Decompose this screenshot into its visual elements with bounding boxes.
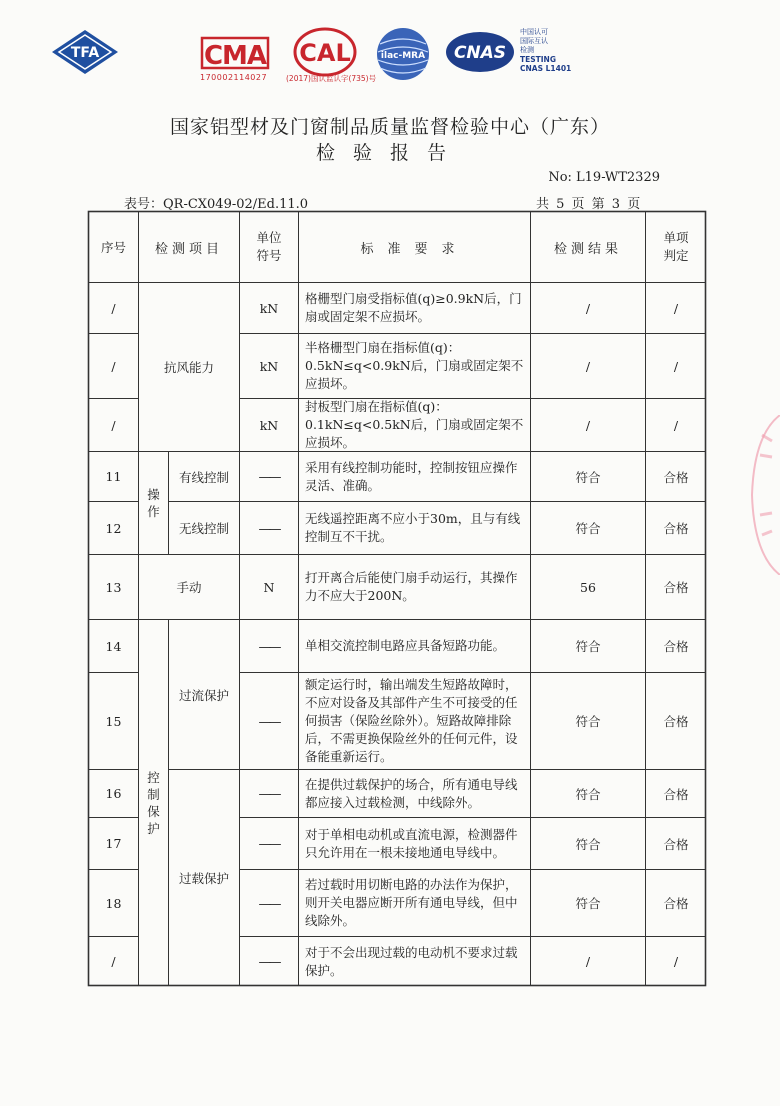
row-11-result: 符合: [575, 896, 601, 911]
row-4-no: 11: [105, 469, 122, 484]
row-6-verdict: 合格: [663, 580, 689, 595]
header-verdict: 单项判定: [663, 230, 689, 263]
row-9-no: 16: [105, 786, 122, 801]
row-7-verdict: 合格: [663, 639, 689, 654]
row-1-result: /: [585, 300, 591, 316]
row-7-unit: ——: [258, 638, 280, 654]
row-8-unit: ——: [258, 713, 280, 729]
row-9-result: 符合: [575, 786, 601, 802]
row-5-unit: ——: [258, 520, 280, 536]
svg-text:CAL: CAL: [299, 39, 351, 67]
row-1-requirement: 格栅型门扇受指标值(q)≥0.9kN后，门扇或固定架不应损坏。: [305, 291, 522, 324]
seal-stamp-fragment: [748, 415, 780, 575]
row-4-result: 符合: [575, 469, 601, 485]
svg-text:ilac-MRA: ilac-MRA: [380, 51, 426, 61]
item-overload-protection: 过载保护: [178, 871, 229, 886]
row-3-unit: kN: [259, 417, 279, 433]
row-2-no: /: [111, 358, 116, 374]
row-12-unit: ——: [258, 954, 280, 969]
cal-number: (2017)国认监认字(735)号: [286, 74, 377, 83]
row-11-unit: ——: [258, 895, 280, 911]
row-10-no: 17: [105, 836, 122, 851]
row-9-requirement: 在提供过载保护的场合，所有通电导线都应接入过载检测，中线除外。: [305, 776, 518, 810]
row-11-requirement: 若过载时用切断电路的办法作为保护，则开关电器应断开所有通电导线，但中线除外。: [305, 877, 518, 928]
row-10-requirement: 对于单相电动机或直流电源，检测器件只允许用在一根未接地通电导线中。: [305, 826, 518, 860]
row-3-verdict: /: [673, 417, 679, 433]
row-3-result: /: [585, 417, 591, 433]
row-11-no: 18: [105, 895, 122, 911]
row-5-result: 符合: [575, 521, 601, 536]
row-7-result: 符合: [575, 639, 601, 654]
form-number: 表号：QR-CX049-02/Ed.11.0: [124, 197, 309, 212]
svg-text:CMA: CMA: [203, 41, 267, 71]
row-9-unit: ——: [258, 786, 280, 801]
row-9-verdict: 合格: [663, 786, 689, 802]
row-10-unit: ——: [258, 836, 280, 851]
row-6-requirement: 打开离合后能使门扇手动运行，其操作力不应大于200N。: [305, 570, 518, 603]
item-manual: 手动: [176, 580, 202, 595]
row-12-verdict: /: [673, 954, 679, 969]
item-overcurrent-protection: 过流保护: [178, 687, 229, 703]
header-item: 检测项目: [154, 241, 223, 257]
row-5-verdict: 合格: [663, 521, 689, 536]
svg-text:TFA: TFA: [70, 45, 100, 61]
header-standard: 标准要求: [360, 241, 469, 257]
row-2-result: /: [585, 358, 591, 374]
row-7-no: 14: [105, 638, 122, 654]
report-title: 检验报告: [315, 142, 464, 164]
group-control-protection: 控制保护: [147, 770, 160, 836]
header-unit: 单位符号: [256, 230, 282, 263]
row-3-requirement: 封板型门扇在指标值(q)：0.1kN≤q<0.5kN后，门扇或固定架不应损坏。: [305, 399, 524, 450]
cnas-accreditation-text: 中国认可 国际互认 检测 TESTING CNAS L1401: [520, 28, 572, 73]
row-8-result: 符合: [575, 714, 601, 729]
row-2-requirement: 半格栅型门扇在指标值(q)：0.5kN≤q<0.9kN后，门扇或固定架不应损坏。: [305, 340, 524, 391]
row-12-no: /: [111, 954, 116, 969]
row-8-no: 15: [105, 713, 122, 729]
report-number: No: L19-WT2329: [548, 170, 660, 185]
header-result: 检测结果: [553, 241, 622, 257]
page-info: 共 5 页 第 3 页: [536, 197, 641, 212]
center-title: 国家铝型材及门窗制品质量监督检验中心（广东）: [169, 116, 610, 138]
row-10-result: 符合: [575, 836, 601, 852]
row-2-verdict: /: [673, 358, 679, 374]
group-wind-resistance: 抗风能力: [163, 360, 214, 375]
row-2-unit: kN: [259, 358, 279, 374]
row-1-no: /: [111, 300, 116, 316]
row-12-requirement: 对于不会出现过载的电动机不要求过载保护。: [305, 944, 518, 978]
header-no: 序号: [100, 240, 126, 255]
row-4-unit: ——: [258, 469, 280, 484]
row-1-unit: kN: [259, 300, 279, 316]
row-3-no: /: [111, 417, 116, 433]
cma-number: 170002114027: [200, 73, 268, 82]
row-1-verdict: /: [673, 300, 679, 316]
group-operation: 操作: [147, 487, 160, 519]
row-10-verdict: 合格: [663, 836, 689, 852]
row-6-result: 56: [580, 579, 596, 595]
row-8-requirement: 额定运行时，输出端发生短路故障时，不应对设备及其部件产生不可接受的任何损害（保险丝除外）。短路故障排除后，不需更换保险丝外的任何元件，设备能重新运行。: [305, 677, 518, 764]
item-wired-control: 有线控制: [178, 469, 229, 485]
svg-text:CNAS: CNAS: [453, 43, 507, 63]
row-7-requirement: 单相交流控制电路应具备短路功能。: [305, 638, 506, 653]
row-5-requirement: 无线遥控距离不应小于30m，且与有线控制互不干扰。: [305, 511, 521, 544]
item-wireless-control: 无线控制: [178, 521, 229, 536]
row-6-unit: N: [263, 579, 275, 595]
row-6-no: 13: [105, 579, 122, 595]
row-4-verdict: 合格: [663, 469, 689, 485]
row-4-requirement: 采用有线控制功能时，控制按钮应操作灵活、准确。: [305, 459, 518, 493]
row-11-verdict: 合格: [663, 896, 689, 911]
row-5-no: 12: [105, 520, 122, 536]
row-12-result: /: [585, 954, 591, 969]
row-8-verdict: 合格: [663, 714, 689, 729]
